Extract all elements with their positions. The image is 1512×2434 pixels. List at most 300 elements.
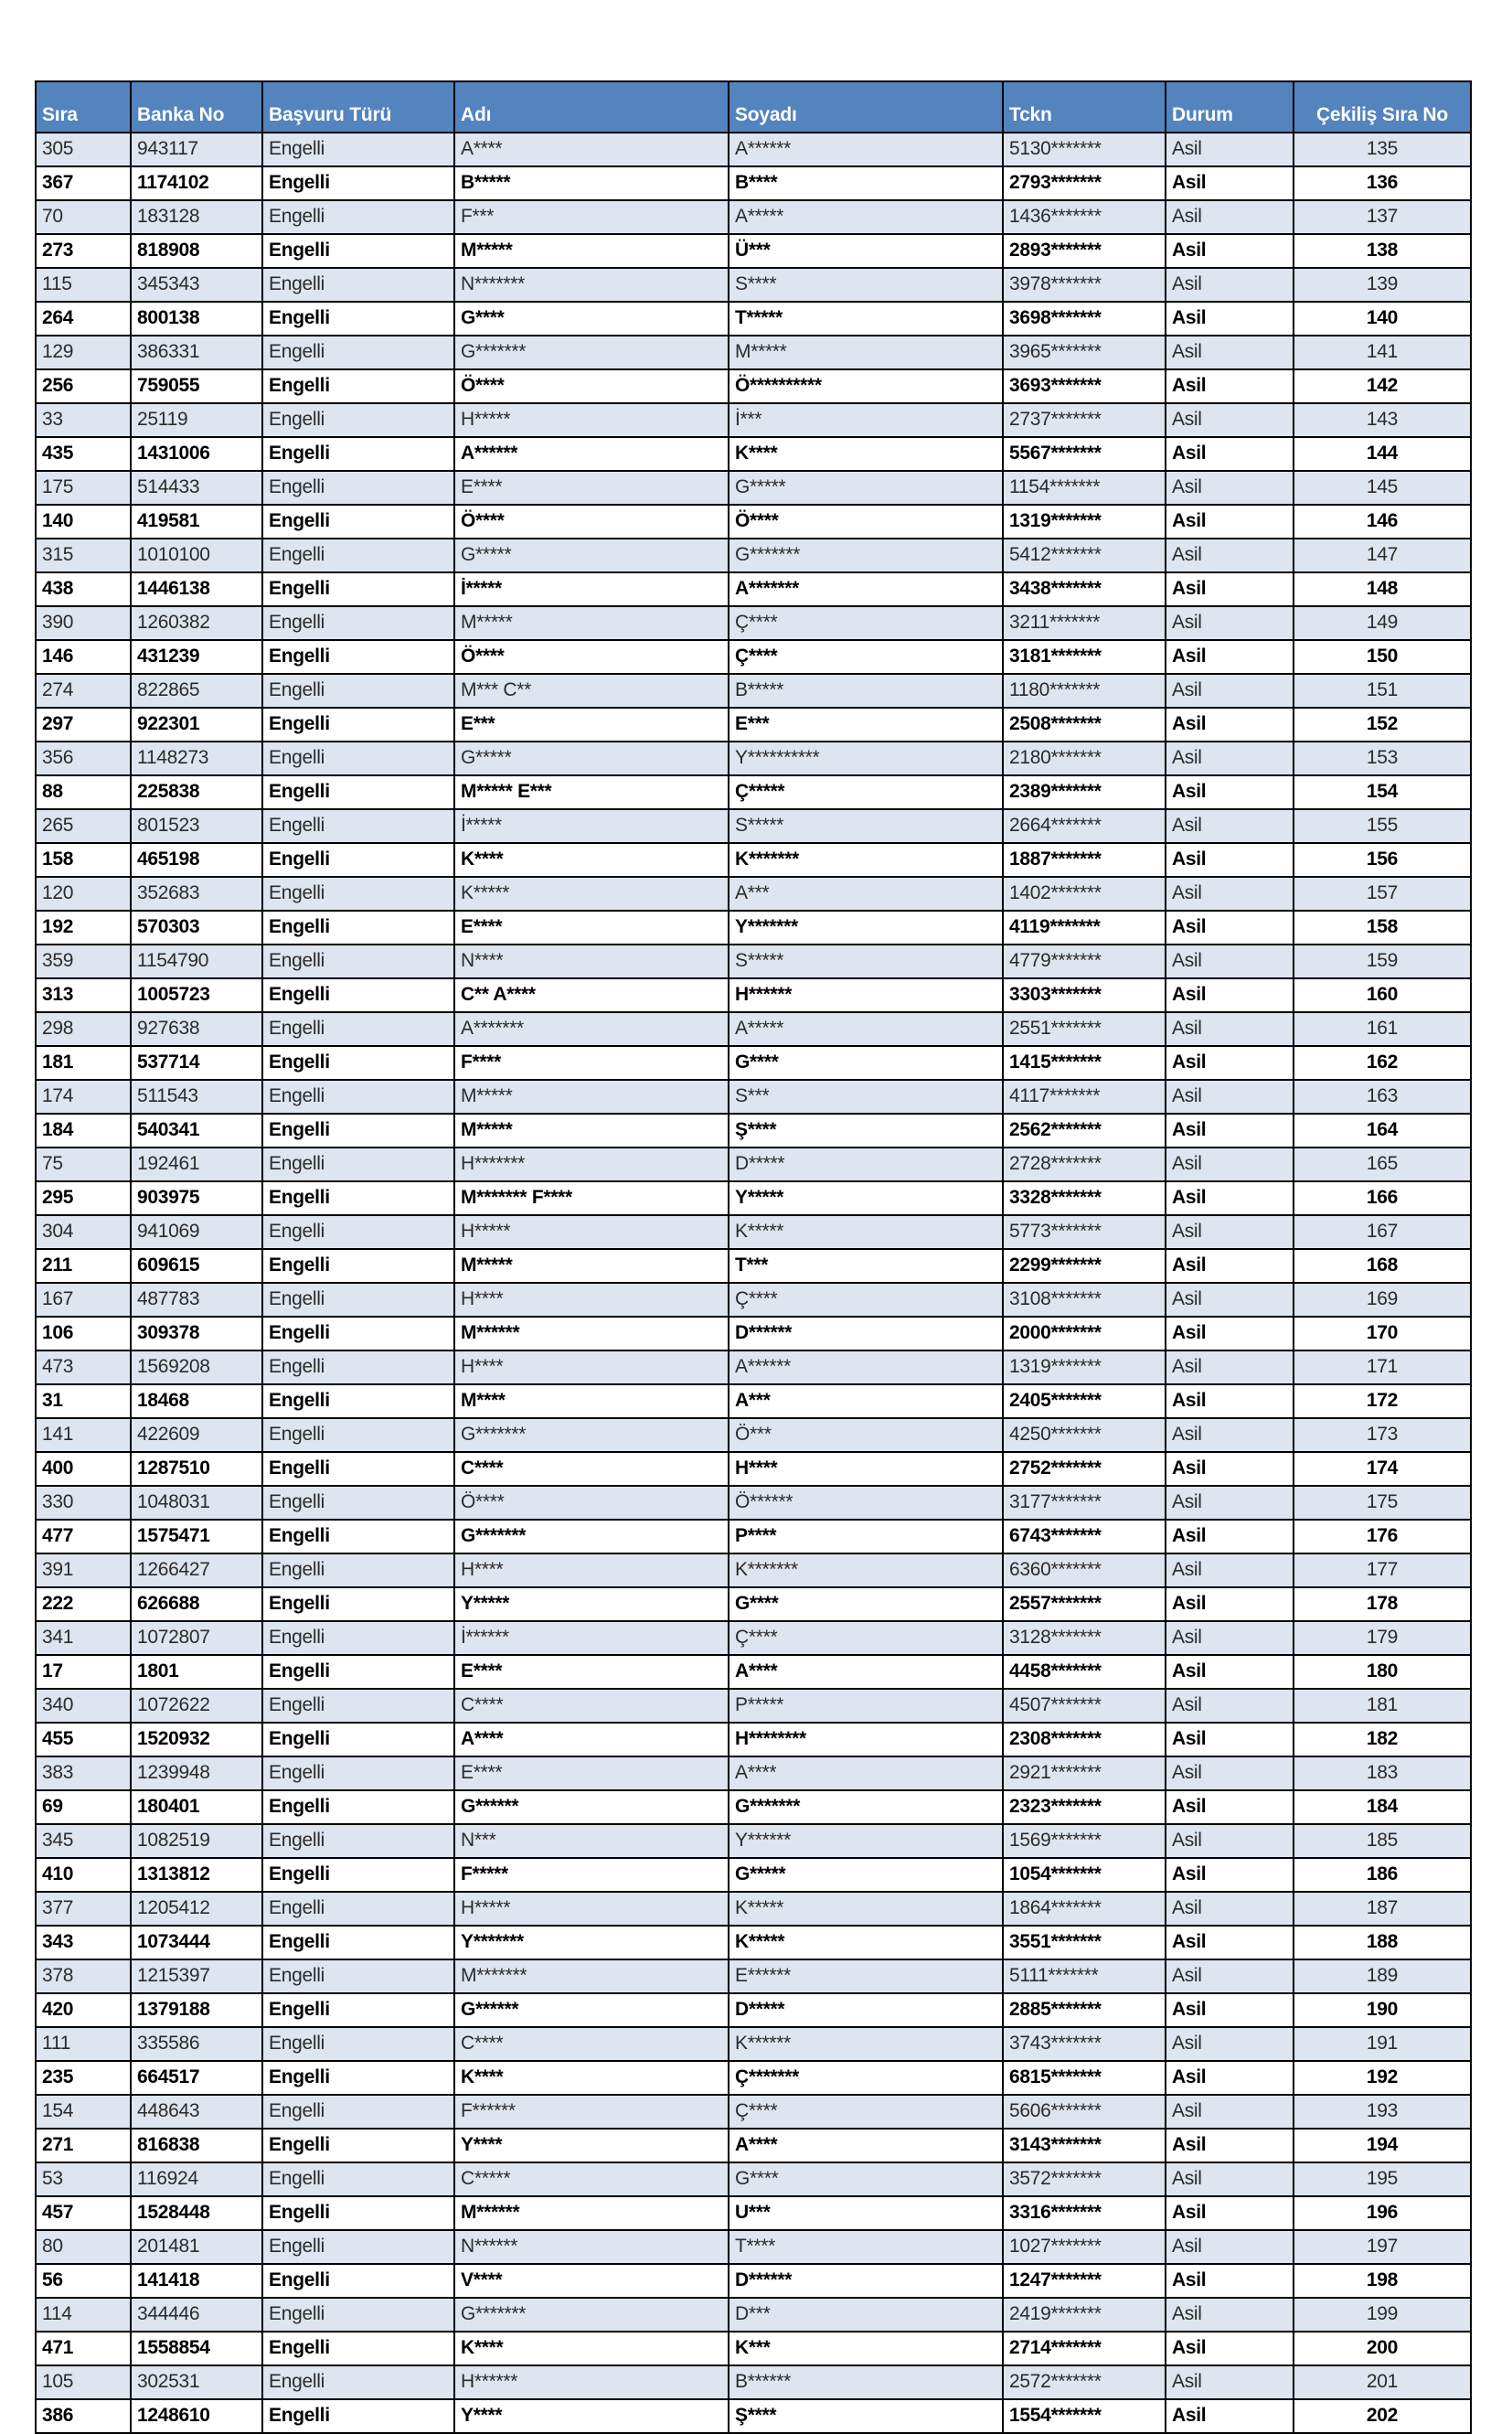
- cell-adi: Y****: [454, 2399, 729, 2433]
- cell-soyadi: B*****: [729, 674, 1003, 708]
- cell-soyadi: Ş****: [729, 2399, 1003, 2433]
- cell-cekilis: 142: [1294, 369, 1471, 403]
- cell-cekilis: 185: [1294, 1824, 1471, 1858]
- table-row: [36, 2298, 1471, 2332]
- cell-basvuru: Engelli: [262, 572, 454, 606]
- cell-soyadi: Ç****: [729, 1283, 1003, 1317]
- cell-sira: 222: [36, 1587, 131, 1621]
- cell-banka: 18468: [131, 1384, 262, 1418]
- cell-basvuru: Engelli: [262, 1993, 454, 2027]
- cell-adi: N***: [454, 1824, 729, 1858]
- cell-banka: 225838: [131, 775, 262, 809]
- cell-basvuru: Engelli: [262, 2332, 454, 2365]
- cell-banka: 570303: [131, 911, 262, 945]
- cell-sira: 455: [36, 1723, 131, 1756]
- cell-cekilis: 199: [1294, 2298, 1471, 2332]
- cell-soyadi: A*****: [729, 1012, 1003, 1046]
- cell-durum: Asil: [1166, 234, 1294, 268]
- cell-soyadi: A******: [729, 133, 1003, 166]
- cell-durum: Asil: [1166, 1858, 1294, 1892]
- cell-adi: K****: [454, 2332, 729, 2365]
- cell-durum: Asil: [1166, 2095, 1294, 2129]
- cell-sira: 304: [36, 1215, 131, 1249]
- cell-durum: Asil: [1166, 166, 1294, 200]
- column-header-durum: Durum: [1166, 81, 1294, 133]
- cell-basvuru: Engelli: [262, 1621, 454, 1655]
- cell-tckn: 2752*******: [1003, 1452, 1166, 1486]
- table-row: [36, 945, 1471, 978]
- cell-soyadi: T***: [729, 1249, 1003, 1283]
- cell-durum: Asil: [1166, 843, 1294, 877]
- cell-durum: Asil: [1166, 1181, 1294, 1215]
- cell-cekilis: 184: [1294, 1790, 1471, 1824]
- cell-tckn: 1554*******: [1003, 2399, 1166, 2433]
- cell-basvuru: Engelli: [262, 1892, 454, 1926]
- cell-cekilis: 143: [1294, 403, 1471, 437]
- table-row: [36, 505, 1471, 539]
- cell-banka: 1248610: [131, 2399, 262, 2433]
- cell-soyadi: K*****: [729, 1926, 1003, 1959]
- cell-sira: 70: [36, 200, 131, 234]
- table-row: [36, 708, 1471, 742]
- cell-cekilis: 150: [1294, 640, 1471, 674]
- cell-sira: 235: [36, 2061, 131, 2095]
- table-row: [36, 1756, 1471, 1790]
- table-row: [36, 1892, 1471, 1926]
- cell-tckn: 2893*******: [1003, 234, 1166, 268]
- cell-durum: Asil: [1166, 1926, 1294, 1959]
- cell-cekilis: 145: [1294, 471, 1471, 505]
- cell-basvuru: Engelli: [262, 1249, 454, 1283]
- cell-basvuru: Engelli: [262, 1350, 454, 1384]
- cell-banka: 1010100: [131, 539, 262, 572]
- column-header-basvuru-turu: Başvuru Türü: [262, 81, 454, 133]
- cell-cekilis: 194: [1294, 2129, 1471, 2162]
- cell-banka: 1313812: [131, 1858, 262, 1892]
- cell-cekilis: 152: [1294, 708, 1471, 742]
- cell-durum: Asil: [1166, 1080, 1294, 1114]
- cell-banka: 759055: [131, 369, 262, 403]
- cell-durum: Asil: [1166, 1520, 1294, 1553]
- cell-basvuru: Engelli: [262, 234, 454, 268]
- cell-tckn: 2885*******: [1003, 1993, 1166, 2027]
- cell-soyadi: Ç****: [729, 1621, 1003, 1655]
- cell-durum: Asil: [1166, 1317, 1294, 1350]
- cell-tckn: 3143*******: [1003, 2129, 1166, 2162]
- cell-tckn: 2180*******: [1003, 742, 1166, 775]
- table-row: [36, 2365, 1471, 2399]
- cell-cekilis: 154: [1294, 775, 1471, 809]
- cell-sira: 340: [36, 1689, 131, 1723]
- cell-banka: 116924: [131, 2162, 262, 2196]
- cell-adi: K*****: [454, 877, 729, 911]
- cell-banka: 345343: [131, 268, 262, 302]
- table-row: [36, 742, 1471, 775]
- cell-tckn: 5606*******: [1003, 2095, 1166, 2129]
- cell-banka: 801523: [131, 809, 262, 843]
- cell-tckn: 1887*******: [1003, 843, 1166, 877]
- cell-basvuru: Engelli: [262, 1926, 454, 1959]
- cell-basvuru: Engelli: [262, 1824, 454, 1858]
- cell-banka: 943117: [131, 133, 262, 166]
- cell-durum: Asil: [1166, 1452, 1294, 1486]
- cell-durum: Asil: [1166, 1723, 1294, 1756]
- cell-adi: F****: [454, 1046, 729, 1080]
- cell-durum: Asil: [1166, 2332, 1294, 2365]
- table-row: [36, 2230, 1471, 2264]
- cell-sira: 298: [36, 1012, 131, 1046]
- cell-adi: Y*****: [454, 1587, 729, 1621]
- cell-basvuru: Engelli: [262, 945, 454, 978]
- cell-banka: 465198: [131, 843, 262, 877]
- cell-durum: Asil: [1166, 2129, 1294, 2162]
- cell-basvuru: Engelli: [262, 1959, 454, 1993]
- cell-durum: Asil: [1166, 572, 1294, 606]
- cell-soyadi: G*******: [729, 539, 1003, 572]
- cell-cekilis: 178: [1294, 1587, 1471, 1621]
- cell-tckn: 2323*******: [1003, 1790, 1166, 1824]
- cell-basvuru: Engelli: [262, 539, 454, 572]
- cell-sira: 158: [36, 843, 131, 877]
- cell-basvuru: Engelli: [262, 302, 454, 336]
- cell-adi: G*******: [454, 1418, 729, 1452]
- cell-tckn: 2551*******: [1003, 1012, 1166, 1046]
- cell-banka: 344446: [131, 2298, 262, 2332]
- cell-soyadi: T*****: [729, 302, 1003, 336]
- cell-tckn: 1436*******: [1003, 200, 1166, 234]
- cell-adi: C****: [454, 1452, 729, 1486]
- cell-adi: K****: [454, 2061, 729, 2095]
- cell-tckn: 2793*******: [1003, 166, 1166, 200]
- cell-durum: Asil: [1166, 1114, 1294, 1148]
- table-row: [36, 978, 1471, 1012]
- table-row: [36, 1926, 1471, 1959]
- cell-durum: Asil: [1166, 1283, 1294, 1317]
- cell-cekilis: 136: [1294, 166, 1471, 200]
- table-body: [36, 133, 1471, 2433]
- cell-tckn: 1027*******: [1003, 2230, 1166, 2264]
- table-row: [36, 809, 1471, 843]
- cell-basvuru: Engelli: [262, 2298, 454, 2332]
- cell-soyadi: A******: [729, 1350, 1003, 1384]
- cell-tckn: 3438*******: [1003, 572, 1166, 606]
- cell-cekilis: 171: [1294, 1350, 1471, 1384]
- cell-tckn: 1569*******: [1003, 1824, 1166, 1858]
- cell-adi: H******: [454, 2365, 729, 2399]
- cell-soyadi: A****: [729, 1756, 1003, 1790]
- cell-sira: 141: [36, 1418, 131, 1452]
- cell-sira: 391: [36, 1553, 131, 1587]
- cell-cekilis: 161: [1294, 1012, 1471, 1046]
- cell-durum: Asil: [1166, 2399, 1294, 2433]
- cell-tckn: 1864*******: [1003, 1892, 1166, 1926]
- cell-sira: 56: [36, 2264, 131, 2298]
- cell-tckn: 1319*******: [1003, 505, 1166, 539]
- cell-tckn: 2299*******: [1003, 1249, 1166, 1283]
- cell-durum: Asil: [1166, 2298, 1294, 2332]
- cell-durum: Asil: [1166, 809, 1294, 843]
- cell-tckn: 3965*******: [1003, 336, 1166, 369]
- cell-durum: Asil: [1166, 1384, 1294, 1418]
- cell-tckn: 5773*******: [1003, 1215, 1166, 1249]
- table-row: [36, 2061, 1471, 2095]
- table-row: [36, 640, 1471, 674]
- cell-tckn: 3978*******: [1003, 268, 1166, 302]
- cell-tckn: 3316*******: [1003, 2196, 1166, 2230]
- cell-adi: G****: [454, 302, 729, 336]
- cell-basvuru: Engelli: [262, 708, 454, 742]
- cell-basvuru: Engelli: [262, 1046, 454, 1080]
- cell-soyadi: Ç****: [729, 2095, 1003, 2129]
- cell-tckn: 3181*******: [1003, 640, 1166, 674]
- cell-banka: 386331: [131, 336, 262, 369]
- cell-durum: Asil: [1166, 2230, 1294, 2264]
- cell-adi: M*****: [454, 1080, 729, 1114]
- cell-cekilis: 196: [1294, 2196, 1471, 2230]
- cell-durum: Asil: [1166, 1046, 1294, 1080]
- cell-durum: Asil: [1166, 2365, 1294, 2399]
- cell-tckn: 2389*******: [1003, 775, 1166, 809]
- cell-sira: 274: [36, 674, 131, 708]
- cell-cekilis: 147: [1294, 539, 1471, 572]
- cell-basvuru: Engelli: [262, 1486, 454, 1520]
- cell-tckn: 1402*******: [1003, 877, 1166, 911]
- cell-sira: 435: [36, 437, 131, 471]
- cell-tckn: 1319*******: [1003, 1350, 1166, 1384]
- cell-adi: M******: [454, 2196, 729, 2230]
- lottery-results-table: [35, 80, 1472, 2434]
- cell-sira: 400: [36, 1452, 131, 1486]
- cell-durum: Asil: [1166, 1486, 1294, 1520]
- cell-adi: Ö****: [454, 369, 729, 403]
- table-row: [36, 2095, 1471, 2129]
- cell-cekilis: 191: [1294, 2027, 1471, 2061]
- cell-tckn: 1180*******: [1003, 674, 1166, 708]
- cell-adi: A****: [454, 133, 729, 166]
- cell-banka: 1287510: [131, 1452, 262, 1486]
- cell-cekilis: 182: [1294, 1723, 1471, 1756]
- cell-sira: 53: [36, 2162, 131, 2196]
- cell-soyadi: K***: [729, 2332, 1003, 2365]
- cell-durum: Asil: [1166, 1553, 1294, 1587]
- cell-basvuru: Engelli: [262, 166, 454, 200]
- cell-durum: Asil: [1166, 437, 1294, 471]
- cell-sira: 75: [36, 1148, 131, 1181]
- cell-durum: Asil: [1166, 911, 1294, 945]
- cell-tckn: 2419*******: [1003, 2298, 1166, 2332]
- cell-cekilis: 160: [1294, 978, 1471, 1012]
- cell-cekilis: 195: [1294, 2162, 1471, 2196]
- cell-basvuru: Engelli: [262, 2129, 454, 2162]
- cell-tckn: 4117*******: [1003, 1080, 1166, 1114]
- cell-adi: M*****: [454, 606, 729, 640]
- table-row: [36, 1553, 1471, 1587]
- cell-banka: 309378: [131, 1317, 262, 1350]
- cell-tckn: 3177*******: [1003, 1486, 1166, 1520]
- cell-soyadi: Ö**********: [729, 369, 1003, 403]
- cell-adi: H*******: [454, 1148, 729, 1181]
- cell-adi: E****: [454, 911, 729, 945]
- table-row: [36, 1790, 1471, 1824]
- table-row: [36, 1486, 1471, 1520]
- cell-basvuru: Engelli: [262, 1418, 454, 1452]
- cell-banka: 1528448: [131, 2196, 262, 2230]
- cell-tckn: 3698*******: [1003, 302, 1166, 336]
- cell-sira: 114: [36, 2298, 131, 2332]
- cell-banka: 487783: [131, 1283, 262, 1317]
- cell-sira: 377: [36, 1892, 131, 1926]
- cell-soyadi: A***: [729, 1384, 1003, 1418]
- cell-soyadi: U***: [729, 2196, 1003, 2230]
- table-row: [36, 1215, 1471, 1249]
- cell-adi: C****: [454, 2027, 729, 2061]
- cell-basvuru: Engelli: [262, 911, 454, 945]
- cell-cekilis: 201: [1294, 2365, 1471, 2399]
- cell-adi: E****: [454, 471, 729, 505]
- cell-sira: 330: [36, 1486, 131, 1520]
- cell-cekilis: 180: [1294, 1655, 1471, 1689]
- cell-sira: 378: [36, 1959, 131, 1993]
- cell-durum: Asil: [1166, 336, 1294, 369]
- cell-soyadi: G*****: [729, 1858, 1003, 1892]
- cell-tckn: 1154*******: [1003, 471, 1166, 505]
- table-row: [36, 1858, 1471, 1892]
- cell-durum: Asil: [1166, 1215, 1294, 1249]
- cell-soyadi: B****: [729, 166, 1003, 200]
- cell-sira: 341: [36, 1621, 131, 1655]
- cell-adi: E****: [454, 1756, 729, 1790]
- cell-soyadi: S*****: [729, 809, 1003, 843]
- cell-durum: Asil: [1166, 1824, 1294, 1858]
- cell-basvuru: Engelli: [262, 2061, 454, 2095]
- table-row: [36, 2196, 1471, 2230]
- cell-cekilis: 193: [1294, 2095, 1471, 2129]
- cell-tckn: 3128*******: [1003, 1621, 1166, 1655]
- cell-tckn: 2664*******: [1003, 809, 1166, 843]
- cell-tckn: 3693*******: [1003, 369, 1166, 403]
- table-row: [36, 2332, 1471, 2365]
- cell-banka: 422609: [131, 1418, 262, 1452]
- cell-soyadi: H****: [729, 1452, 1003, 1486]
- cell-soyadi: K*******: [729, 843, 1003, 877]
- cell-basvuru: Engelli: [262, 1756, 454, 1790]
- cell-banka: 1072622: [131, 1689, 262, 1723]
- table-row: [36, 336, 1471, 369]
- cell-soyadi: Ç****: [729, 640, 1003, 674]
- cell-soyadi: Ö***: [729, 1418, 1003, 1452]
- cell-tckn: 4250*******: [1003, 1418, 1166, 1452]
- cell-tckn: 2308*******: [1003, 1723, 1166, 1756]
- cell-sira: 105: [36, 2365, 131, 2399]
- cell-basvuru: Engelli: [262, 1587, 454, 1621]
- cell-tckn: 2405*******: [1003, 1384, 1166, 1418]
- cell-soyadi: Y**********: [729, 742, 1003, 775]
- cell-tckn: 6815*******: [1003, 2061, 1166, 2095]
- cell-banka: 1431006: [131, 437, 262, 471]
- cell-tckn: 4507*******: [1003, 1689, 1166, 1723]
- cell-tckn: 2508*******: [1003, 708, 1166, 742]
- cell-cekilis: 197: [1294, 2230, 1471, 2264]
- cell-sira: 315: [36, 539, 131, 572]
- cell-adi: G*******: [454, 1520, 729, 1553]
- cell-tckn: 1054*******: [1003, 1858, 1166, 1892]
- cell-sira: 174: [36, 1080, 131, 1114]
- cell-sira: 265: [36, 809, 131, 843]
- cell-durum: Asil: [1166, 471, 1294, 505]
- cell-adi: M*****: [454, 234, 729, 268]
- cell-basvuru: Engelli: [262, 2399, 454, 2433]
- cell-durum: Asil: [1166, 1689, 1294, 1723]
- table-row: [36, 1452, 1471, 1486]
- cell-durum: Asil: [1166, 403, 1294, 437]
- table-row: [36, 2027, 1471, 2061]
- cell-soyadi: D*****: [729, 1148, 1003, 1181]
- cell-adi: H*****: [454, 1892, 729, 1926]
- cell-sira: 17: [36, 1655, 131, 1689]
- table-row: [36, 1384, 1471, 1418]
- cell-cekilis: 139: [1294, 268, 1471, 302]
- cell-banka: 1082519: [131, 1824, 262, 1858]
- cell-basvuru: Engelli: [262, 336, 454, 369]
- cell-sira: 420: [36, 1993, 131, 2027]
- cell-soyadi: T****: [729, 2230, 1003, 2264]
- cell-sira: 271: [36, 2129, 131, 2162]
- table-row: [36, 1418, 1471, 1452]
- cell-adi: H****: [454, 1553, 729, 1587]
- cell-soyadi: A****: [729, 1655, 1003, 1689]
- cell-cekilis: 183: [1294, 1756, 1471, 1790]
- cell-adi: G*****: [454, 539, 729, 572]
- table-row: [36, 403, 1471, 437]
- cell-durum: Asil: [1166, 640, 1294, 674]
- cell-cekilis: 164: [1294, 1114, 1471, 1148]
- cell-durum: Asil: [1166, 2162, 1294, 2196]
- cell-basvuru: Engelli: [262, 1520, 454, 1553]
- cell-tckn: 6743*******: [1003, 1520, 1166, 1553]
- cell-adi: M****: [454, 1384, 729, 1418]
- cell-adi: M******: [454, 1317, 729, 1350]
- cell-durum: Asil: [1166, 133, 1294, 166]
- cell-soyadi: Y******: [729, 1824, 1003, 1858]
- cell-soyadi: Y*******: [729, 911, 1003, 945]
- cell-sira: 69: [36, 1790, 131, 1824]
- cell-tckn: 2000*******: [1003, 1317, 1166, 1350]
- cell-adi: H*****: [454, 403, 729, 437]
- cell-soyadi: Ç*******: [729, 2061, 1003, 2095]
- cell-durum: Asil: [1166, 1249, 1294, 1283]
- cell-basvuru: Engelli: [262, 1452, 454, 1486]
- cell-tckn: 4119*******: [1003, 911, 1166, 945]
- cell-durum: Asil: [1166, 1350, 1294, 1384]
- cell-soyadi: Y*****: [729, 1181, 1003, 1215]
- cell-durum: Asil: [1166, 539, 1294, 572]
- cell-basvuru: Engelli: [262, 1080, 454, 1114]
- cell-tckn: 1247*******: [1003, 2264, 1166, 2298]
- table-row: [36, 133, 1471, 166]
- cell-cekilis: 155: [1294, 809, 1471, 843]
- cell-basvuru: Engelli: [262, 2230, 454, 2264]
- table-row: [36, 1621, 1471, 1655]
- table-row: [36, 1350, 1471, 1384]
- cell-sira: 264: [36, 302, 131, 336]
- cell-banka: 1048031: [131, 1486, 262, 1520]
- cell-durum: Asil: [1166, 978, 1294, 1012]
- cell-sira: 438: [36, 572, 131, 606]
- cell-adi: M*****: [454, 1114, 729, 1148]
- cell-durum: Asil: [1166, 1587, 1294, 1621]
- cell-cekilis: 167: [1294, 1215, 1471, 1249]
- cell-basvuru: Engelli: [262, 1181, 454, 1215]
